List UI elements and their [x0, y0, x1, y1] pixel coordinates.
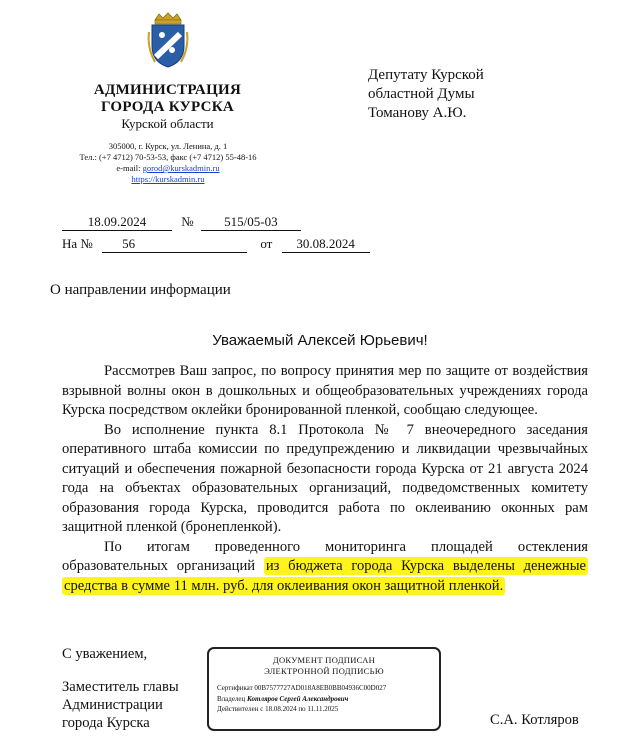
org-phones: Тел.: (+7 4712) 70-53-53, факс (+7 4712) 55-48-16	[79, 152, 257, 162]
closing-regards: С уважением,	[62, 646, 148, 662]
org-name-line2: ГОРОДА КУРСКА	[100, 99, 235, 115]
email-link[interactable]: gorod@kurskadmin.ru	[142, 163, 220, 173]
outgoing-number: 515/05-03	[201, 214, 301, 231]
email-label: e-mail:	[116, 163, 141, 173]
recipient-line2: областной Думы	[368, 86, 475, 102]
letter-body	[62, 362, 588, 596]
outgoing-date: 18.09.2024	[62, 214, 172, 231]
stamp-title-line2: ЭЛЕКТРОННОЙ ПОДПИСЬЮ	[264, 666, 384, 676]
org-address: 305000, г. Курск, ул. Ленина, д. 1	[108, 141, 228, 151]
body-paragraph-2: Во исполнение пункта 8.1 Протокола № 7 внеочередного заседания оперативного штаба комиссии по предупреждению и ликвидации чрезвычайных ситуаций и обеспечения пожарной безопасности города Курска от 21 августа 2024 года на объектах образовательных организаций, подведомственных комитету образования города Курска, проводится работа по оклеиванию оконных рам защитной пленкой (бронепленкой).	[62, 421, 588, 535]
org-email-line	[40, 163, 296, 174]
highlighted-budget-text: из бюджета города Курска выделены денежные средства в сумме 11 млн. руб. для оклеивания окон защитной пленкой.	[64, 558, 586, 594]
signer-position	[62, 678, 179, 732]
valid-from: 18.08.2024	[265, 705, 297, 713]
in-reply-date: 30.08.2024	[282, 236, 370, 253]
valid-from-label: с	[260, 705, 264, 713]
recipient-line3: Томанову А.Ю.	[368, 105, 467, 121]
valid-to-label: по	[298, 705, 306, 713]
owner-value: Котляров Сергей Александрович	[247, 694, 349, 703]
valid-label: Действителен	[217, 705, 259, 713]
in-reply-label: На №	[62, 236, 93, 251]
number-sign: №	[181, 214, 194, 229]
position-line3: города Курска	[62, 715, 150, 731]
in-reply-number: 56	[102, 236, 247, 253]
stamp-validity-row	[217, 704, 439, 715]
owner-label: Владелец	[217, 694, 246, 703]
signer-name: С.А. Котляров	[490, 712, 579, 728]
org-name-line1: АДМИНИСТРАЦИЯ	[93, 82, 242, 98]
stamp-owner-row	[217, 694, 439, 705]
outgoing-registration	[62, 214, 301, 231]
letter-subject: О направлении информации	[50, 282, 231, 298]
org-region: Курской области	[121, 116, 214, 131]
electronic-signature-stamp	[207, 647, 441, 731]
stamp-title	[209, 655, 439, 677]
stamp-title-line1: ДОКУМЕНТ ПОДПИСАН	[272, 655, 376, 665]
body-paragraph-3	[62, 538, 588, 597]
body-paragraph-3-text: По итогам проведенного мониторинга площадей остекления образовательных организаций	[62, 538, 588, 574]
certificate-value: 00B7577727AD018A8EB0BB04936C00D027	[254, 684, 387, 692]
position-line2: Администрации	[62, 697, 163, 713]
website-link[interactable]: https://kurskadmin.ru	[131, 174, 205, 184]
position-line1: Заместитель главы	[62, 679, 179, 695]
salutation: Уважаемый Алексей Юрьевич!	[212, 332, 428, 349]
from-label: от	[260, 236, 273, 251]
incoming-reference	[62, 236, 370, 253]
recipient-line1: Депутату Курской	[368, 67, 484, 83]
city-coat-of-arms-emblem	[147, 12, 189, 68]
valid-to: 11.11.2025	[307, 705, 339, 713]
stamp-certificate-row	[217, 683, 439, 694]
org-website-line	[40, 174, 296, 185]
recipient-block	[368, 66, 484, 123]
certificate-label: Сертификат	[217, 684, 253, 692]
body-paragraph-1: Рассмотрев Ваш запрос, по вопросу принятия мер по защите от воздействия взрывной волны окон в дошкольных и общеобразовательных учреждениях города Курска посредством оклейки бронированной пленкой, сообщаю следующее.	[62, 363, 588, 418]
